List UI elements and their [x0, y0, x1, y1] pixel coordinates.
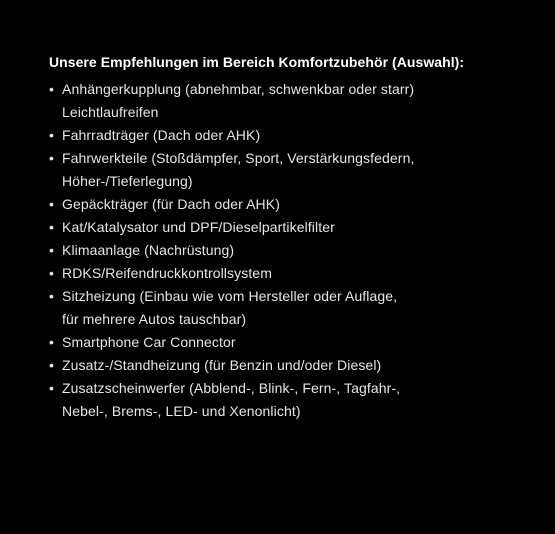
- list-item: [49, 216, 529, 239]
- bullet-icon: •: [49, 288, 55, 304]
- list-item: [49, 147, 529, 193]
- list-item-line: Fahrradträger (Dach oder AHK): [62, 127, 261, 143]
- list-item-line: Anhängerkupplung (abnehmbar, schwenkbar oder starr): [62, 81, 415, 97]
- list-item-line: Kat/Katalysator und DPF/Dieselpartikelfilter: [62, 219, 335, 235]
- list-item: [49, 377, 529, 423]
- list-item-line: für mehrere Autos tauschbar): [62, 311, 247, 327]
- list-item-line: Klimaanlage (Nachrüstung): [62, 242, 235, 258]
- bullet-icon: •: [49, 242, 55, 258]
- list-item-line: Gepäckträger (für Dach oder AHK): [62, 196, 280, 212]
- list-item: [49, 193, 529, 216]
- accessories-list: [49, 78, 529, 423]
- list-item: [49, 124, 529, 147]
- list-item: [49, 239, 529, 262]
- bullet-icon: •: [49, 150, 55, 166]
- list-item: [49, 354, 529, 377]
- list-item-line: Sitzheizung (Einbau wie vom Hersteller oder Auflage,: [62, 288, 398, 304]
- bullet-icon: •: [49, 357, 55, 373]
- comfort-accessories-section: [49, 52, 529, 423]
- bullet-icon: •: [49, 81, 55, 97]
- bullet-icon: •: [49, 334, 55, 350]
- list-item: [49, 262, 529, 285]
- list-item: [49, 78, 529, 124]
- list-item-line: Leichtlaufreifen: [62, 104, 159, 120]
- list-item-line: Smartphone Car Connector: [62, 334, 236, 350]
- list-item-line: Zusatz-/Standheizung (für Benzin und/oder Diesel): [62, 357, 382, 373]
- list-item-line: Fahrwerkteile (Stoßdämpfer, Sport, Verstärkungsfedern,: [62, 150, 415, 166]
- bullet-icon: •: [49, 380, 55, 396]
- list-item: [49, 285, 529, 331]
- bullet-icon: •: [49, 219, 55, 235]
- bullet-icon: •: [49, 196, 55, 212]
- list-item-line: RDKS/Reifendruckkontrollsystem: [62, 265, 272, 281]
- list-item-line: Höher-/Tieferlegung): [62, 173, 193, 189]
- bullet-icon: •: [49, 127, 55, 143]
- list-item-line: Nebel-, Brems-, LED- und Xenonlicht): [62, 403, 301, 419]
- list-item-line: Zusatzscheinwerfer (Abblend-, Blink-, Fern-, Tagfahr-,: [62, 380, 401, 396]
- bullet-icon: •: [49, 265, 55, 281]
- list-item: [49, 331, 529, 354]
- section-heading: Unsere Empfehlungen im Bereich Komfortzubehör (Auswahl):: [49, 54, 465, 70]
